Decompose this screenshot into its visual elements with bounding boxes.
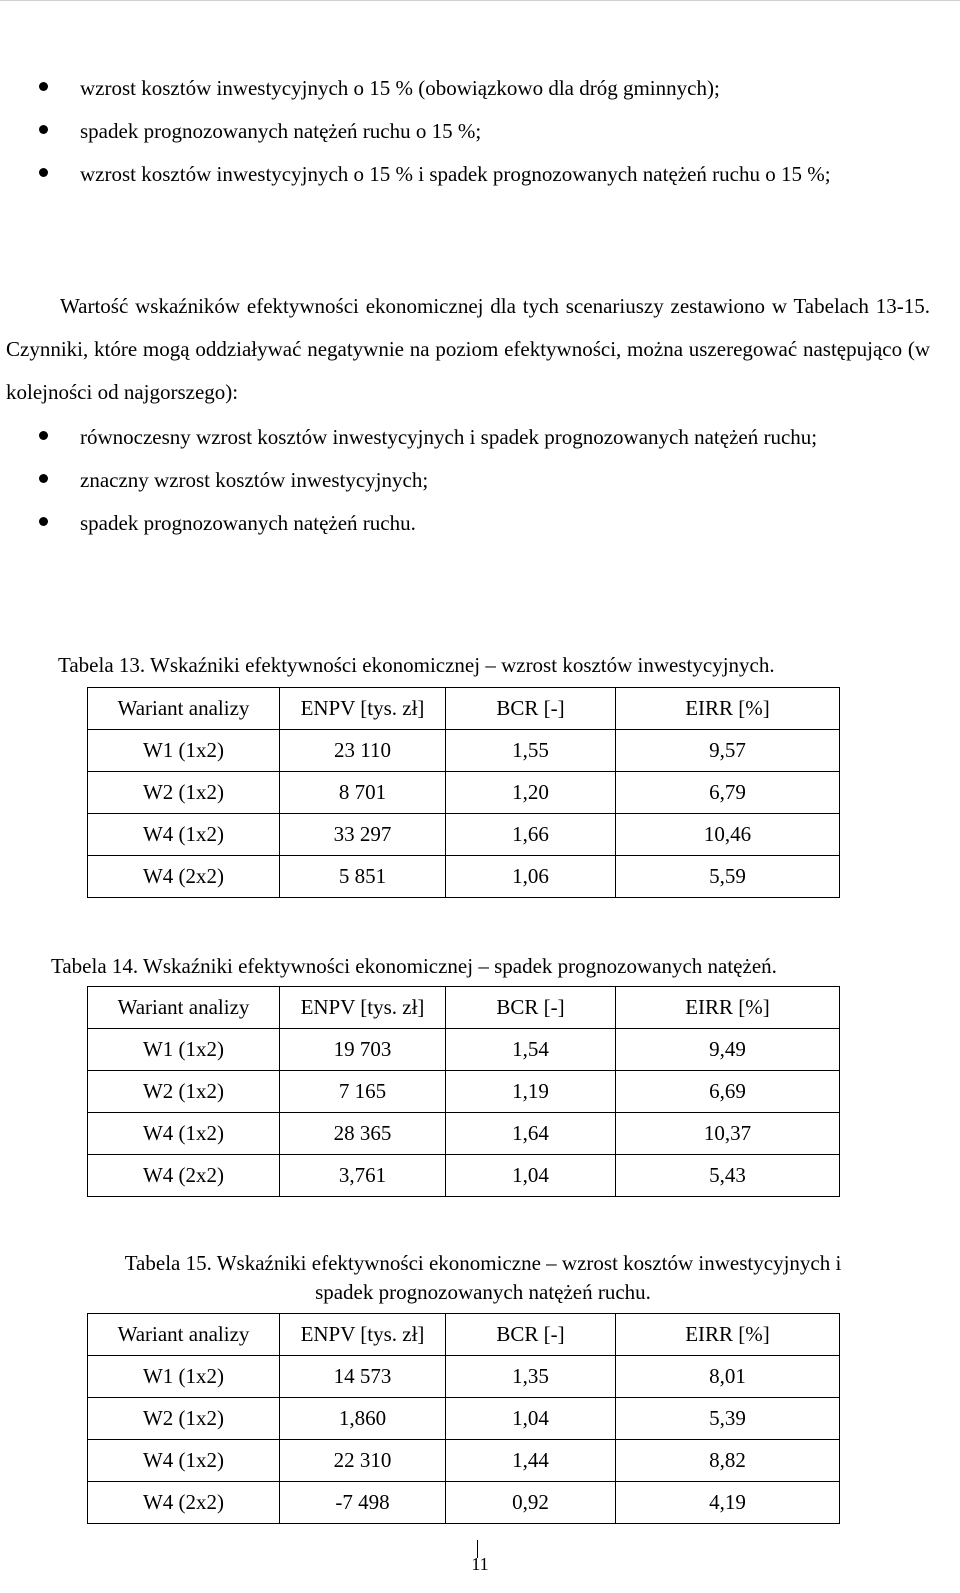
table-cell: W4 (1x2) [88,1440,280,1482]
table-row [88,814,840,856]
table-cell: W2 (1x2) [88,772,280,814]
list-item-text: wzrost kosztów inwestycyjnych o 15 % (obowiązkowo dla dróg gminnych); [80,76,720,100]
column-header: BCR [-] [446,688,616,730]
table-cell: W4 (2x2) [88,1482,280,1524]
table-row [88,1071,840,1113]
table-cell: 10,37 [616,1113,840,1155]
table-cell: W4 (2x2) [88,856,280,898]
list-item-text: wzrost kosztów inwestycyjnych o 15 % i spadek prognozowanych natężeń ruchu o 15 %; [80,162,831,186]
table-cell: 7 165 [280,1071,446,1113]
table-cell: 8,82 [616,1440,840,1482]
table-cell: 1,55 [446,730,616,772]
table-cell: 5,39 [616,1398,840,1440]
column-header: Wariant analizy [88,1314,280,1356]
bullet-icon [39,431,48,440]
page-number: 11 [471,1554,489,1574]
bullet-icon [39,82,48,91]
table-row [88,1155,840,1197]
column-header: ENPV [tys. zł] [280,987,446,1029]
table-caption: Tabela 14. Wskaźniki efektywności ekonomicznej – spadek prognozowanych natężeń. [51,954,777,978]
body-paragraph: Wartość wskaźników efektywności ekonomicznej dla tych scenariuszy zestawiono w Tabelach 13-15. Czynniki, które mogą oddziaływać negatywnie na poziom efektywności, można uszeregować następująco (w kolejności od najgorszego): [6,294,930,404]
table-row [88,1113,840,1155]
table-cell: 10,46 [616,814,840,856]
list-item [0,110,960,153]
table-header-row [88,1314,840,1356]
table-cell: 8,01 [616,1356,840,1398]
table-cell: 1,19 [446,1071,616,1113]
table-cell: -7 498 [280,1482,446,1524]
table-cell: 8 701 [280,772,446,814]
table-cell: 33 297 [280,814,446,856]
list-item-text: równoczesny wzrost kosztów inwestycyjnych i spadek prognozowanych natężeń ruchu; [80,425,818,449]
table-cell: 1,44 [446,1440,616,1482]
bullet-icon [39,125,48,134]
table-cell: 4,19 [616,1482,840,1524]
list-item [0,416,960,459]
table-caption-line: spadek prognozowanych natężeń ruchu. [315,1280,651,1304]
factor-list [0,416,960,545]
table-cell: 0,92 [446,1482,616,1524]
table-cell: 3,761 [280,1155,446,1197]
scenario-list [0,67,960,196]
table-cell: 5,43 [616,1155,840,1197]
table-cell: 1,20 [446,772,616,814]
table-header-row [88,987,840,1029]
table-row [88,1398,840,1440]
list-item-text: spadek prognozowanych natężeń ruchu. [80,511,416,535]
table-cell: 5 851 [280,856,446,898]
table-row [88,1029,840,1071]
table-cell: 23 110 [280,730,446,772]
table-cell: 19 703 [280,1029,446,1071]
column-header: BCR [-] [446,987,616,1029]
column-header: Wariant analizy [88,688,280,730]
table-row [88,1482,840,1524]
table-cell: W1 (1x2) [88,730,280,772]
table-caption: Tabela 13. Wskaźniki efektywności ekonomicznej – wzrost kosztów inwestycyjnych. [58,653,775,677]
bullet-icon [39,474,48,483]
column-header: EIRR [%] [616,1314,840,1356]
list-item-text: spadek prognozowanych natężeń ruchu o 15 %; [80,119,482,143]
table-row [88,730,840,772]
column-header: ENPV [tys. zł] [280,688,446,730]
table-cell: W4 (1x2) [88,814,280,856]
table-cell: 1,06 [446,856,616,898]
table-cell: W4 (1x2) [88,1113,280,1155]
column-header: BCR [-] [446,1314,616,1356]
table-cell: 1,35 [446,1356,616,1398]
table-row [88,1356,840,1398]
table-cell: 22 310 [280,1440,446,1482]
table-cell: 9,49 [616,1029,840,1071]
table-cell: 1,64 [446,1113,616,1155]
table-cell: 6,69 [616,1071,840,1113]
list-item-text: znaczny wzrost kosztów inwestycyjnych; [80,468,429,492]
table-row [88,856,840,898]
table-cell: W4 (2x2) [88,1155,280,1197]
table-cell: 14 573 [280,1356,446,1398]
table-caption [58,1249,908,1307]
column-header: EIRR [%] [616,688,840,730]
table-cell: 1,04 [446,1398,616,1440]
bullet-icon [39,168,48,177]
table-cell: W2 (1x2) [88,1398,280,1440]
table-cell: 1,54 [446,1029,616,1071]
table-row [88,772,840,814]
column-header: EIRR [%] [616,987,840,1029]
list-item [0,502,960,545]
data-table [87,1313,840,1524]
column-header: Wariant analizy [88,987,280,1029]
bullet-icon [39,517,48,526]
column-header: ENPV [tys. zł] [280,1314,446,1356]
page-top-rule [0,0,960,1]
table-cell: 9,57 [616,730,840,772]
table-cell: 6,79 [616,772,840,814]
table-caption-line: Tabela 15. Wskaźniki efektywności ekonomiczne – wzrost kosztów inwestycyjnych i [124,1251,842,1275]
table-cell: W1 (1x2) [88,1029,280,1071]
table-cell: 1,860 [280,1398,446,1440]
list-item [0,153,960,196]
table-cell: W1 (1x2) [88,1356,280,1398]
table-row [88,1440,840,1482]
list-item [0,67,960,110]
table-cell: 1,04 [446,1155,616,1197]
table-cell: 1,66 [446,814,616,856]
table-cell: 28 365 [280,1113,446,1155]
table-cell: W2 (1x2) [88,1071,280,1113]
list-item [0,459,960,502]
table-header-row [88,688,840,730]
table-cell: 5,59 [616,856,840,898]
data-table [87,986,840,1197]
data-table [87,687,840,898]
